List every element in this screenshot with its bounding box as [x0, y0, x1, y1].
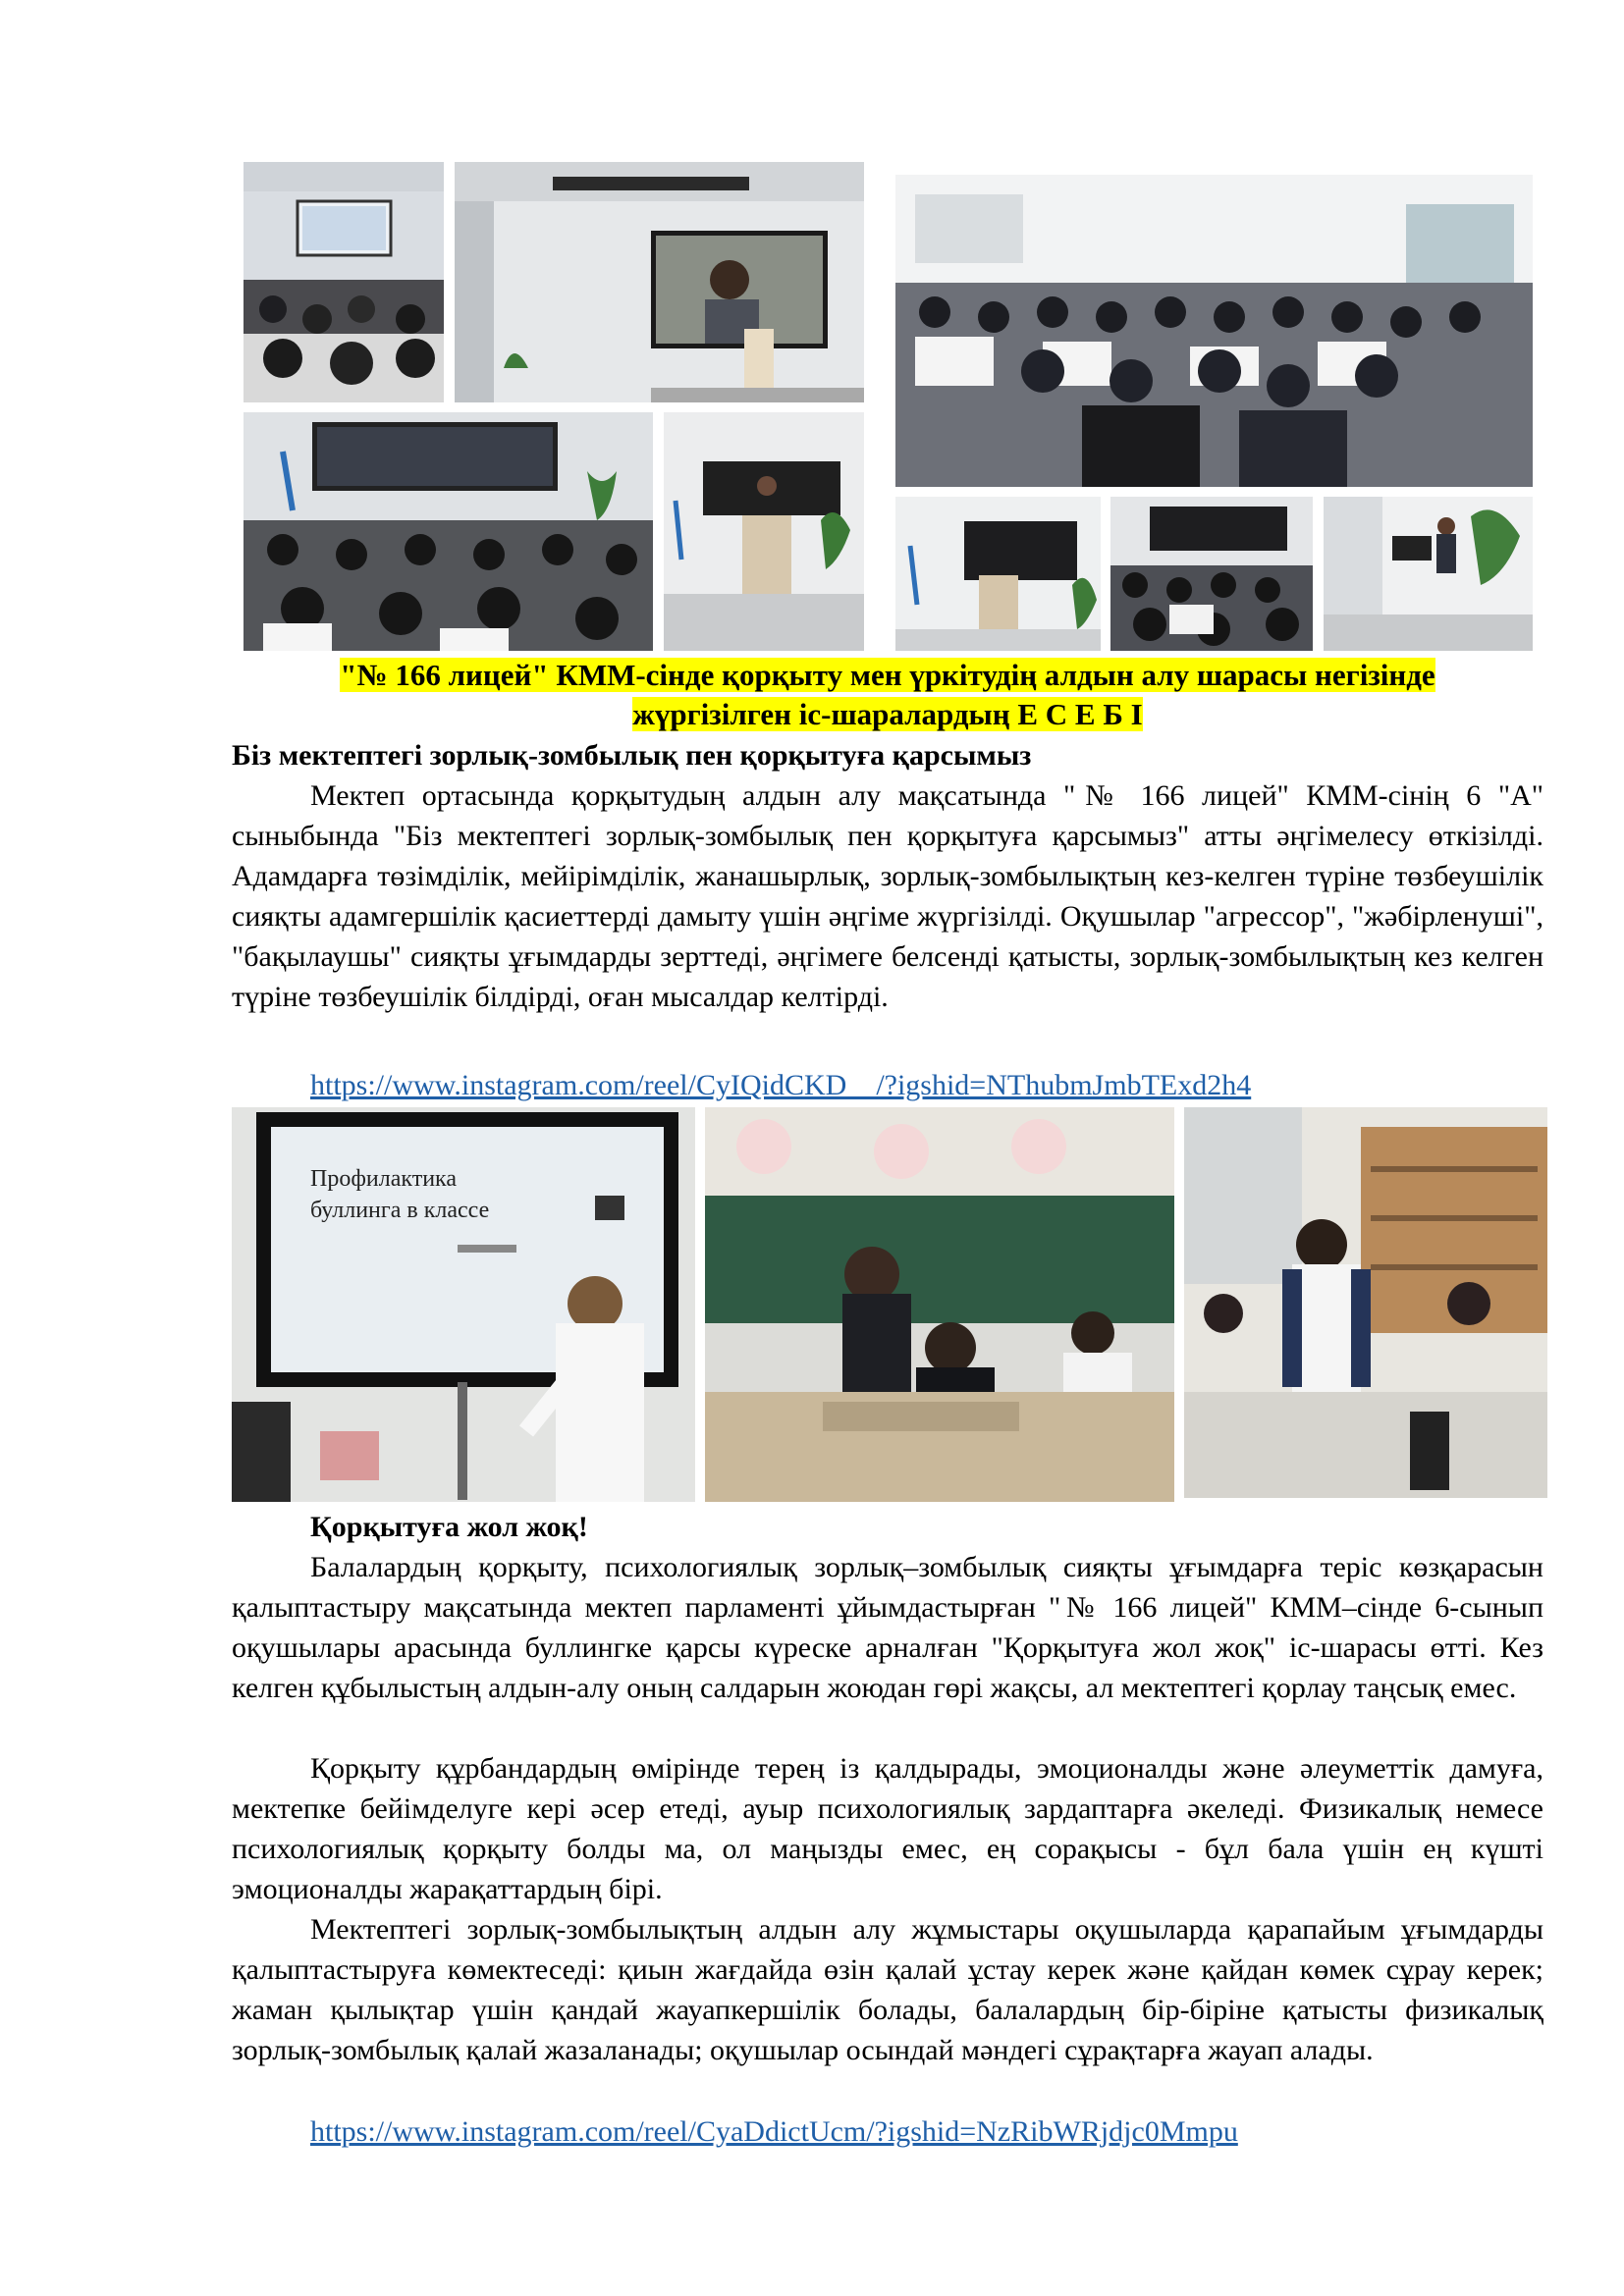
students-audience-photo [895, 175, 1533, 487]
section2-heading: Қорқытуға жол жоқ! [310, 1511, 588, 1543]
video-broadcast-photo [455, 162, 864, 402]
stage-speaker-photo [1324, 497, 1533, 651]
section1-instagram-link[interactable]: https://www.instagram.com/reel/CyIQidCKD__/?igshid=NThubmJmbTExd2h4 [310, 1069, 1252, 1101]
section2-paragraph1: Балалардың қорқыту, психологиялық зорлық–зомбылық сияқты ұғымдарға теріс көзқарасын қалыптастыру мақсатында мектеп парламенті ұйымдастырған "№ 166 лицей" КММ–сінде 6-сынып оқушылары арасында буллингке қарсы күреске арналған "Қорқытуға жол жоқ" іс-шарасы өтті. Кез келген құбылыстың алдын-алу оның салдарын жоюдан гөрі жақсы, ал мектептегі қорлау таңсық емес. [232, 1551, 1543, 1704]
section1-heading: Біз мектептегі зорлық-зомбылық пен қорқытуға қарсымыз [232, 739, 1032, 772]
seated-students-photo [1110, 497, 1313, 651]
presentation-hall-photo [244, 412, 653, 651]
report-title-line1: "№ 166 лицей" КММ-сінде қорқыту мен үркітудің алдын алу шарасы негізінде [340, 658, 1435, 692]
section1-paragraph: Мектеп ортасында қорқытудың алдын алу мақсатында "№ 166 лицей" КММ-сінің 6 "А" сыныбында "Біз мектептегі зорлық-зомбылық пен қорқытуға қарсымыз" атты әңгімелесу өткізілді. Адамдарға төзімділік, мейірімділік, жанашырлық, зорлық-зомбылықтың кез-келген түріне төзбеушілік сияқты адамгершілік қасиеттерді дамыту үшін әңгіме жүргізілді. Оқушылар "агрессор", "жәбірленуші", "бақылаушы" сияқты ұғымдарды зерттеді, әңгімеге белсенді қатысты, зорлық-зомбылықтың кез келген түріне төзбеушілік білдірді, оған мысалдар келтірді. [232, 779, 1543, 1013]
hall-screen-photo [244, 162, 444, 402]
hall-podium-photo [895, 497, 1101, 651]
report-title [232, 656, 1543, 734]
section2-paragraph3: Мектептегі зорлық-зомбылықтың алдын алу жұмыстары оқушыларда қарапайым ұғымдарды қалыптастыруға көмектеседі: қиын жағдайда өзін қалай ұстау керек және қайдан көмек сұрау керек; жаман қылықтар үшін қандай жауапкершілік болады, балалардың бір-біріне қатысты физикалық зорлық-зомбылық қалай жазаланады; оқушылар осындай мәндегі сұрақтарға жауап алады. [232, 1913, 1543, 2066]
speaker-podium-photo [664, 412, 864, 651]
slide-title-line1: Профилактика [310, 1166, 457, 1192]
report-title-line2: жүргізілген іс-шаралардың Е С Е Б І [632, 697, 1143, 731]
slide-presentation-photo [232, 1107, 695, 1502]
section2-paragraph2: Қорқыту құрбандардың өмірінде терең із қалдырады, эмоционалды және әлеуметтік дамуға, мектепке бейімделуге кері әсер етеді, ауыр психологиялық зардаптарға әкеледі. Физикалық немесе психологиялық қорқыту болды ма, ол маңызды емес, ең сорақысы - бұл бала үшін ең күшті эмоционалды жарақаттардың бірі. [232, 1752, 1543, 1905]
classroom-students-photo [705, 1107, 1174, 1502]
section2-instagram-link[interactable]: https://www.instagram.com/reel/CyaDdictUcm/?igshid=NzRibWRjdjc0Mmpu [310, 2115, 1238, 2148]
classroom-speaker-photo [1184, 1107, 1547, 1498]
slide-title-line2: буллинга в классе [310, 1198, 490, 1223]
